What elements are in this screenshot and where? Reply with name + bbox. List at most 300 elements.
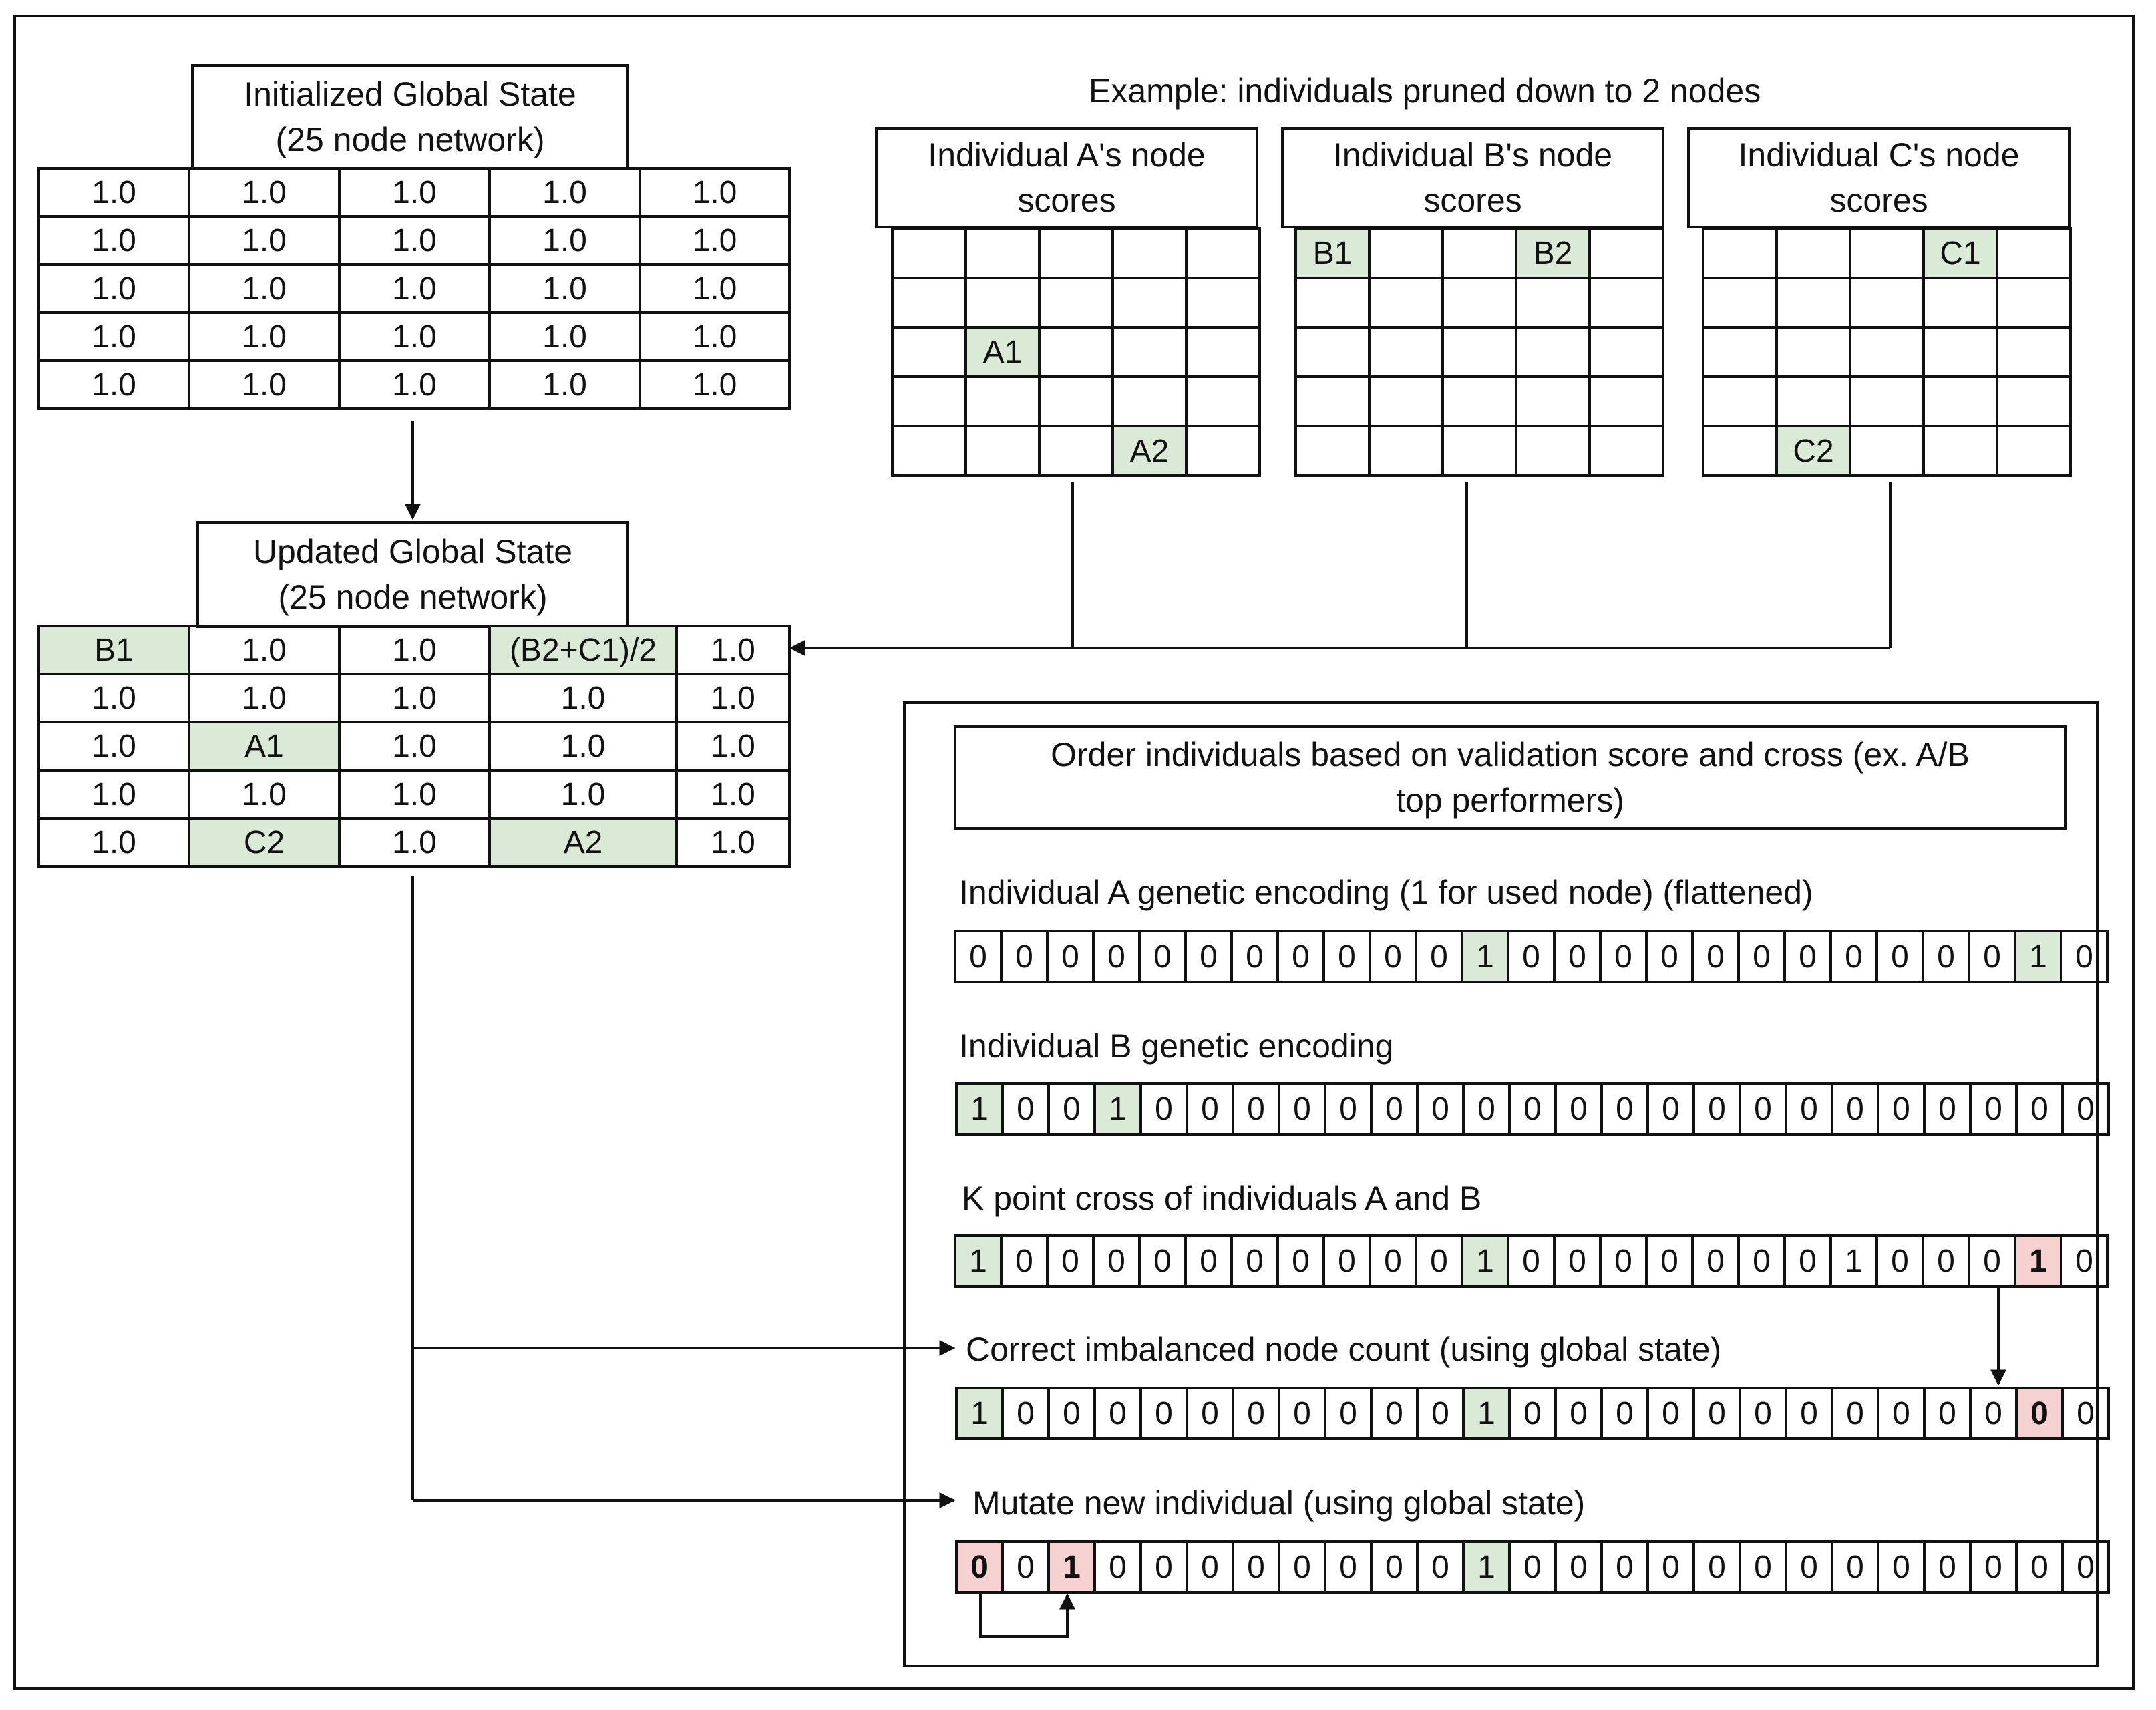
individual-b-title [1281, 127, 1664, 228]
updated-state-cell: 1.0 [339, 770, 490, 818]
gene-bit: 0 [1003, 1083, 1049, 1134]
encoding-label-a: Individual A genetic encoding (1 for used node) (flattened) [959, 874, 1813, 911]
individual-a-row [892, 228, 1260, 278]
gene-bit: 0 [1648, 1388, 1694, 1439]
individual-a-cell [1039, 228, 1113, 278]
gene-bit: 0 [1186, 1236, 1232, 1287]
init-state-cell: 1.0 [189, 265, 339, 313]
individual-b-cell [1590, 377, 1663, 426]
individual-a-cell: A2 [1113, 426, 1186, 476]
init-state-cell: 1.0 [490, 168, 640, 216]
gene-bit: 0 [1278, 931, 1324, 982]
encoding-strip-cross [954, 1234, 2109, 1288]
gene-bit: 0 [1739, 1236, 1785, 1287]
individual-a-cell [1186, 426, 1260, 476]
init-state-title-text: Initialized Global State (25 node network) [244, 75, 576, 158]
init-state-cell: 1.0 [339, 216, 490, 265]
gene-bit: 0 [1095, 1388, 1141, 1439]
gene-bit: 0 [1371, 1083, 1417, 1134]
gene-bit: 0 [1141, 1083, 1187, 1134]
init-state-grid [37, 167, 791, 410]
gene-bit: 0 [1832, 1388, 1878, 1439]
updated-state-cell: 1.0 [677, 626, 789, 674]
gene-bit: 0 [1785, 931, 1831, 982]
individual-b-row [1296, 426, 1663, 476]
gene-bit: 0 [1694, 1083, 1740, 1134]
gene-bit: 0 [1831, 931, 1877, 982]
gene-bit: 0 [1877, 1236, 1923, 1287]
gene-bit: 0 [2061, 931, 2107, 982]
gene-bit: 0 [1786, 1083, 1832, 1134]
encoding-label-b: Individual B genetic encoding [959, 1027, 1394, 1065]
init-state-cell: 1.0 [640, 216, 789, 265]
gene-bit: 0 [1370, 931, 1416, 982]
gene-bit: 0 [1093, 1236, 1139, 1287]
updated-state-cell: 1.0 [490, 722, 677, 770]
updated-state-cell: 1.0 [490, 770, 677, 818]
gene-bit: 0 [1554, 1236, 1600, 1287]
individual-c-grid [1702, 227, 2072, 477]
individual-a-row [892, 278, 1260, 327]
individual-a-cell [1113, 377, 1186, 426]
init-state-row [39, 216, 789, 265]
init-state-cell: 1.0 [39, 168, 189, 216]
init-state-cell: 1.0 [490, 361, 640, 409]
gene-bit: 0 [1970, 1542, 2016, 1592]
gene-bit: 0 [1924, 1542, 1970, 1592]
init-state-cell: 1.0 [339, 168, 490, 216]
updated-state-cell: 1.0 [39, 674, 189, 722]
updated-state-cell: B1 [39, 626, 189, 674]
gene-bit: 0 [1740, 1388, 1786, 1439]
updated-state-cell: C2 [189, 818, 339, 866]
gene-bit: 0 [1602, 1388, 1648, 1439]
gene-bit: 0 [1003, 1388, 1049, 1439]
encoding-strip-a [954, 930, 2109, 983]
updated-state-row [39, 770, 789, 818]
updated-state-cell: A1 [189, 722, 339, 770]
gene-bit: 0 [1325, 1083, 1371, 1134]
gene-bit: 0 [2062, 1542, 2109, 1592]
individual-a-row [892, 426, 1260, 476]
individual-c-title-text: Individual C's node scores [1738, 136, 2020, 219]
gene-bit: 0 [1416, 1236, 1462, 1287]
gene-bit: 0 [1877, 931, 1923, 982]
individual-c-title [1687, 127, 2071, 228]
individual-b-cell [1443, 327, 1516, 377]
gene-bit: 0 [1739, 931, 1785, 982]
updated-state-cell: (B2+C1)/2 [490, 626, 677, 674]
individual-c-cell [1997, 377, 2071, 426]
gene-bit: 0 [955, 931, 1001, 982]
init-state-cell: 1.0 [39, 216, 189, 265]
individual-b-grid [1294, 227, 1664, 477]
individual-a-cell [1113, 278, 1186, 327]
individual-a-cell [966, 228, 1039, 278]
updated-state-cell: 1.0 [189, 626, 339, 674]
gene-bit: 0 [2016, 1388, 2062, 1439]
individual-b-cell [1296, 327, 1369, 377]
gene-bit: 0 [1786, 1542, 1832, 1592]
individual-c-row [1703, 377, 2071, 426]
individual-a-cell [1113, 228, 1186, 278]
init-state-row [39, 313, 789, 361]
updated-state-cell: 1.0 [677, 722, 789, 770]
gene-bit: 0 [1049, 1388, 1095, 1439]
gene-bit: 0 [1970, 1388, 2016, 1439]
individual-b-cell [1369, 426, 1443, 476]
individual-b-cell [1516, 377, 1590, 426]
gene-bit: 1 [955, 1236, 1001, 1287]
updated-state-cell: 1.0 [39, 770, 189, 818]
init-state-cell: 1.0 [640, 265, 789, 313]
init-state-title [191, 64, 629, 170]
encoding-strip-mutate [955, 1540, 2110, 1594]
updated-state-row [39, 818, 789, 866]
gene-bit: 0 [1923, 1236, 1969, 1287]
encoding-row [956, 1083, 2109, 1134]
gene-bit: 0 [1969, 931, 2015, 982]
individual-b-row [1296, 377, 1663, 426]
gene-bit: 1 [2015, 1236, 2061, 1287]
gene-bit: 1 [1463, 1388, 1509, 1439]
gene-bit: 0 [1924, 1388, 1970, 1439]
gene-bit: 0 [1878, 1542, 1924, 1592]
gene-bit: 0 [1646, 1236, 1692, 1287]
gene-bit: 0 [1692, 1236, 1739, 1287]
individual-c-cell [1924, 426, 1997, 476]
encoding-label-cross: K point cross of individuals A and B [962, 1180, 1482, 1217]
gene-bit: 0 [1049, 1083, 1095, 1134]
individual-a-cell [1186, 228, 1260, 278]
updated-state-cell: 1.0 [677, 818, 789, 866]
individual-c-row [1703, 327, 2071, 377]
individual-b-cell [1590, 426, 1663, 476]
gene-bit: 0 [1923, 931, 1969, 982]
init-state-row [39, 168, 789, 216]
gene-bit: 0 [1509, 1542, 1556, 1592]
gene-bit: 0 [1694, 1388, 1740, 1439]
gene-bit: 0 [1417, 1083, 1463, 1134]
individual-b-row [1296, 278, 1663, 327]
individual-a-cell [1039, 278, 1113, 327]
gene-bit: 0 [1232, 1236, 1278, 1287]
individual-b-cell [1590, 278, 1663, 327]
individual-c-cell [1997, 228, 2071, 278]
gene-bit: 0 [1416, 931, 1462, 982]
individual-a-cell [1186, 377, 1260, 426]
individual-b-cell [1516, 278, 1590, 327]
updated-state-cell: 1.0 [677, 770, 789, 818]
updated-state-cell: 1.0 [189, 770, 339, 818]
individual-a-cell [892, 228, 966, 278]
gene-bit: 0 [1003, 1542, 1049, 1592]
individual-b-cell [1443, 377, 1516, 426]
updated-state-title [196, 521, 629, 628]
individual-b-cell [1369, 278, 1443, 327]
individual-b-title-text: Individual B's node scores [1332, 136, 1613, 219]
updated-state-cell: 1.0 [490, 674, 677, 722]
init-state-cell: 1.0 [339, 313, 490, 361]
gene-bit: 0 [1371, 1542, 1417, 1592]
gene-bit: 0 [1556, 1542, 1602, 1592]
init-state-cell: 1.0 [339, 265, 490, 313]
gene-bit: 0 [1878, 1388, 1924, 1439]
gene-bit: 0 [1692, 931, 1739, 982]
updated-state-row [39, 626, 789, 674]
individual-a-cell [892, 426, 966, 476]
updated-state-cell: 1.0 [39, 818, 189, 866]
individual-a-row [892, 377, 1260, 426]
gene-bit: 0 [1001, 1236, 1047, 1287]
gene-bit: 0 [1832, 1083, 1878, 1134]
individual-c-row [1703, 426, 2071, 476]
gene-bit: 0 [1279, 1542, 1325, 1592]
gene-bit: 0 [1233, 1388, 1279, 1439]
gene-bit: 0 [1554, 931, 1600, 982]
individual-b-cell [1369, 228, 1443, 278]
gene-bit: 0 [1509, 1083, 1556, 1134]
encoding-row [955, 1236, 2107, 1287]
individual-b-cell [1443, 426, 1516, 476]
individual-b-row [1296, 327, 1663, 377]
encoding-label-correct: Correct imbalanced node count (using global state) [966, 1331, 1722, 1368]
gene-bit: 0 [1047, 931, 1093, 982]
gene-bit: 0 [1232, 931, 1278, 982]
updated-state-cell: 1.0 [339, 722, 490, 770]
gene-bit: 0 [1187, 1083, 1233, 1134]
individual-c-cell [1924, 377, 1997, 426]
gene-bit: 0 [1141, 1542, 1187, 1592]
updated-state-cell: 1.0 [339, 626, 490, 674]
gene-bit: 0 [1969, 1236, 2015, 1287]
init-state-cell: 1.0 [640, 313, 789, 361]
individual-a-title [875, 127, 1258, 228]
individual-b-row [1296, 228, 1663, 278]
individual-c-cell [1777, 228, 1850, 278]
individual-b-cell [1590, 327, 1663, 377]
process-header [954, 725, 2067, 830]
example-caption: Example: individuals pruned down to 2 nodes [1089, 72, 1761, 110]
gene-bit: 0 [1740, 1542, 1786, 1592]
gene-bit: 0 [1047, 1236, 1093, 1287]
individual-c-cell [1850, 426, 1924, 476]
individual-c-cell [1850, 327, 1924, 377]
gene-bit: 0 [1371, 1388, 1417, 1439]
individual-b-cell [1369, 377, 1443, 426]
individual-c-cell [1777, 327, 1850, 377]
gene-bit: 0 [1556, 1083, 1602, 1134]
gene-bit: 0 [1646, 931, 1692, 982]
gene-bit: 0 [1508, 1236, 1554, 1287]
init-state-cell: 1.0 [39, 265, 189, 313]
gene-bit: 0 [1648, 1083, 1694, 1134]
individual-a-cell [1039, 327, 1113, 377]
gene-bit: 1 [956, 1388, 1003, 1439]
gene-bit: 0 [1187, 1388, 1233, 1439]
init-state-cell: 1.0 [39, 361, 189, 409]
individual-b-cell: B2 [1516, 228, 1590, 278]
individual-c-cell [1850, 228, 1924, 278]
gene-bit: 0 [1325, 1542, 1371, 1592]
gene-bit: 0 [2016, 1542, 2062, 1592]
updated-state-cell: A2 [490, 818, 677, 866]
gene-bit: 0 [1324, 931, 1370, 982]
individual-c-cell [1777, 377, 1850, 426]
gene-bit: 0 [956, 1542, 1003, 1592]
gene-bit: 0 [1648, 1542, 1694, 1592]
gene-bit: 0 [1093, 931, 1139, 982]
individual-b-cell [1443, 228, 1516, 278]
gene-bit: 0 [1509, 1388, 1556, 1439]
updated-state-title-text: Updated Global State (25 node network) [252, 533, 573, 616]
gene-bit: 0 [1508, 931, 1554, 982]
gene-bit: 0 [1187, 1542, 1233, 1592]
gene-bit: 0 [1233, 1083, 1279, 1134]
encoding-strip-correct [955, 1387, 2110, 1440]
gene-bit: 0 [1417, 1388, 1463, 1439]
individual-c-cell [1997, 327, 2071, 377]
init-state-cell: 1.0 [640, 168, 789, 216]
encoding-row [956, 1542, 2109, 1592]
individual-c-cell [1703, 327, 1777, 377]
gene-bit: 0 [1186, 931, 1232, 982]
gene-bit: 0 [1139, 1236, 1186, 1287]
individual-c-cell [1703, 377, 1777, 426]
individual-c-row [1703, 228, 2071, 278]
gene-bit: 0 [1600, 931, 1646, 982]
gene-bit: 0 [1095, 1542, 1141, 1592]
gene-bit: 0 [1370, 1236, 1416, 1287]
individual-b-cell [1516, 327, 1590, 377]
init-state-cell: 1.0 [490, 313, 640, 361]
gene-bit: 1 [1049, 1542, 1095, 1592]
gene-bit: 0 [1786, 1388, 1832, 1439]
gene-bit: 0 [1832, 1542, 1878, 1592]
gene-bit: 0 [1139, 931, 1186, 982]
init-state-cell: 1.0 [339, 361, 490, 409]
individual-c-cell [1924, 327, 1997, 377]
individual-b-cell: B1 [1296, 228, 1369, 278]
encoding-label-mutate: Mutate new individual (using global state) [972, 1484, 1586, 1522]
gene-bit: 1 [1831, 1236, 1877, 1287]
init-state-cell: 1.0 [189, 168, 339, 216]
init-state-cell: 1.0 [189, 361, 339, 409]
init-state-row [39, 265, 789, 313]
updated-state-cell: 1.0 [677, 674, 789, 722]
updated-state-cell: 1.0 [339, 674, 490, 722]
gene-bit: 0 [2062, 1083, 2109, 1134]
individual-a-cell [892, 327, 966, 377]
gene-bit: 0 [1141, 1388, 1187, 1439]
individual-a-cell [966, 426, 1039, 476]
encoding-row [955, 931, 2107, 982]
individual-a-title-text: Individual A's node scores [928, 136, 1206, 219]
gene-bit: 0 [1278, 1236, 1324, 1287]
gene-bit: 0 [1970, 1083, 2016, 1134]
updated-state-row [39, 722, 789, 770]
init-state-cell: 1.0 [39, 313, 189, 361]
individual-c-cell [1703, 278, 1777, 327]
individual-a-cell [1113, 327, 1186, 377]
init-state-cell: 1.0 [490, 216, 640, 265]
gene-bit: 1 [1462, 1236, 1508, 1287]
gene-bit: 1 [956, 1083, 1003, 1134]
gene-bit: 0 [1740, 1083, 1786, 1134]
individual-c-cell [1850, 278, 1924, 327]
individual-a-cell [892, 278, 966, 327]
gene-bit: 0 [2062, 1388, 2109, 1439]
individual-b-cell [1590, 228, 1663, 278]
individual-c-row [1703, 278, 2071, 327]
individual-c-cell [1703, 228, 1777, 278]
individual-b-cell [1443, 278, 1516, 327]
individual-a-row [892, 327, 1260, 377]
updated-state-cell: 1.0 [189, 674, 339, 722]
gene-bit: 0 [1279, 1083, 1325, 1134]
individual-a-cell [892, 377, 966, 426]
gene-bit: 0 [1924, 1083, 1970, 1134]
gene-bit: 0 [1602, 1542, 1648, 1592]
gene-bit: 0 [1417, 1542, 1463, 1592]
individual-c-cell [1997, 426, 2071, 476]
gene-bit: 0 [1463, 1083, 1509, 1134]
individual-a-cell: A1 [966, 327, 1039, 377]
gene-bit: 1 [1462, 931, 1508, 982]
gene-bit: 0 [1602, 1083, 1648, 1134]
gene-bit: 0 [1556, 1388, 1602, 1439]
individual-a-cell [1039, 377, 1113, 426]
individual-c-cell: C1 [1924, 228, 1997, 278]
gene-bit: 0 [1324, 1236, 1370, 1287]
individual-c-cell [1703, 426, 1777, 476]
init-state-cell: 1.0 [640, 361, 789, 409]
individual-a-cell [966, 278, 1039, 327]
individual-c-cell [1997, 278, 2071, 327]
gene-bit: 0 [1878, 1083, 1924, 1134]
gene-bit: 0 [1694, 1542, 1740, 1592]
individual-a-grid [891, 227, 1261, 477]
updated-state-cell: 1.0 [339, 818, 490, 866]
gene-bit: 0 [1325, 1388, 1371, 1439]
updated-state-row [39, 674, 789, 722]
individual-a-cell [1039, 426, 1113, 476]
gene-bit: 0 [1001, 931, 1047, 982]
gene-bit: 0 [2061, 1236, 2107, 1287]
gene-bit: 1 [1463, 1542, 1509, 1592]
init-state-cell: 1.0 [490, 265, 640, 313]
gene-bit: 0 [2016, 1083, 2062, 1134]
encoding-row [956, 1388, 2109, 1439]
init-state-cell: 1.0 [189, 313, 339, 361]
gene-bit: 0 [1785, 1236, 1831, 1287]
gene-bit: 0 [1600, 1236, 1646, 1287]
updated-state-cell: 1.0 [39, 722, 189, 770]
individual-c-cell [1850, 377, 1924, 426]
gene-bit: 0 [1233, 1542, 1279, 1592]
individual-a-cell [1186, 327, 1260, 377]
individual-a-cell [1186, 278, 1260, 327]
individual-b-cell [1296, 426, 1369, 476]
individual-b-cell [1296, 278, 1369, 327]
individual-b-cell [1369, 327, 1443, 377]
individual-b-cell [1296, 377, 1369, 426]
individual-b-cell [1516, 426, 1590, 476]
gene-bit: 1 [2015, 931, 2061, 982]
process-header-text: Order individuals based on validation score and cross (ex. A/B top performers) [1051, 736, 1970, 819]
individual-a-cell [966, 377, 1039, 426]
encoding-strip-b [955, 1082, 2110, 1136]
